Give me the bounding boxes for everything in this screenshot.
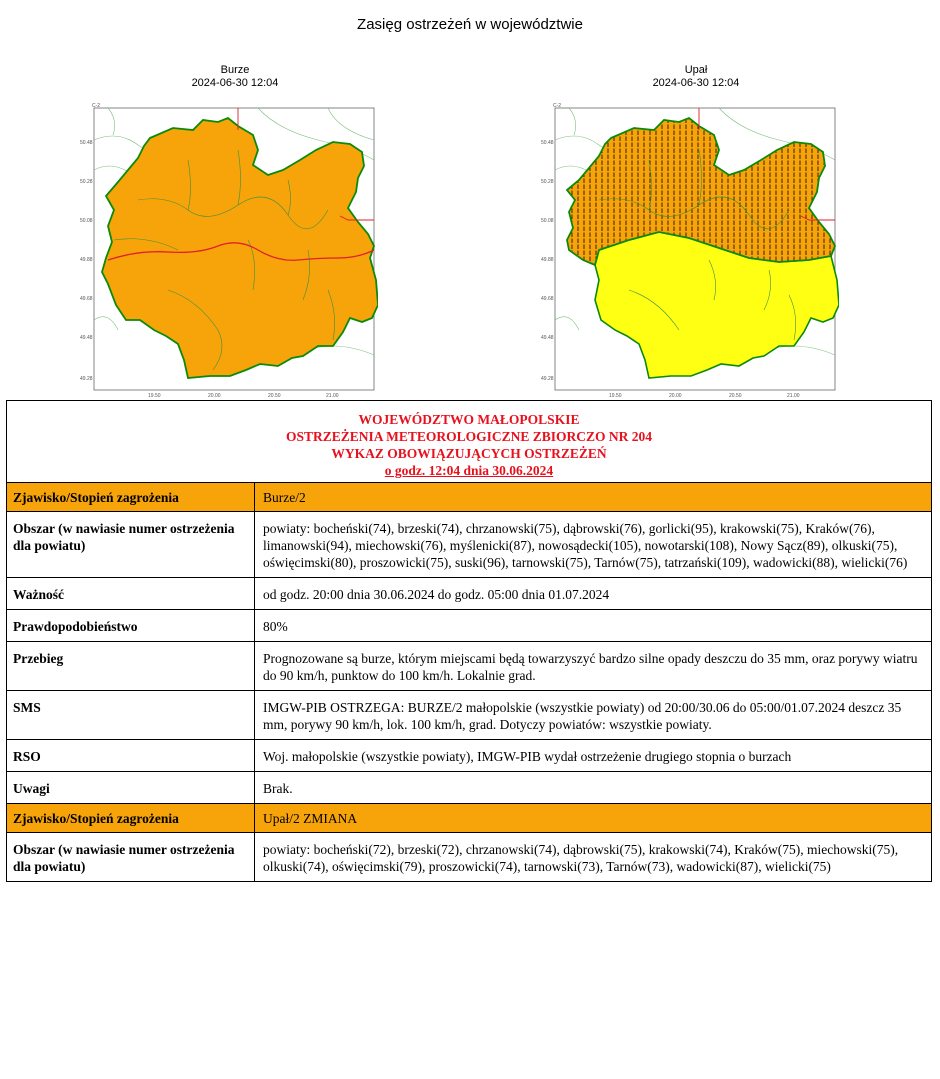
y-tick: 49.88 bbox=[541, 257, 554, 263]
report-header bbox=[7, 401, 932, 483]
y-tick-labels bbox=[80, 140, 93, 382]
y-tick: 49.28 bbox=[541, 376, 554, 382]
map-caption-burze bbox=[90, 64, 380, 90]
y-tick-labels bbox=[541, 140, 554, 382]
row-value: Brak. bbox=[255, 772, 932, 804]
row-value: od godz. 20:00 dnia 30.06.2024 do godz. 05:00 dnia 01.07.2024 bbox=[255, 578, 932, 610]
row-value: Woj. małopolskie (wszystkie powiaty), IMGW-PIB wydał ostrzeżenie drugiego stopnia o burzach bbox=[255, 740, 932, 772]
row-value: Burze/2 bbox=[255, 483, 932, 512]
y-tick: 50.08 bbox=[80, 218, 93, 224]
x-tick: 19.50 bbox=[609, 393, 622, 399]
y-tick: 49.48 bbox=[80, 335, 93, 341]
map-title: Upał bbox=[684, 64, 708, 76]
x-tick: 20.00 bbox=[208, 393, 221, 399]
x-tick: 20.50 bbox=[268, 393, 281, 399]
report-header-row bbox=[7, 401, 932, 483]
row-label: Zjawisko/Stopień zagrożenia bbox=[7, 804, 255, 833]
table-row-area bbox=[7, 512, 932, 578]
x-tick: 20.50 bbox=[729, 393, 742, 399]
y-tick: 50.48 bbox=[541, 140, 554, 146]
table-row-phenomenon bbox=[7, 804, 932, 833]
x-tick-labels bbox=[609, 393, 800, 399]
row-label: Uwagi bbox=[7, 772, 255, 804]
table-row-validity bbox=[7, 578, 932, 610]
row-value: IMGW-PIB OSTRZEGA: BURZE/2 małopolskie (wszystkie powiaty) od 20:00/30.06 do 05:00/01.07.2024 deszcz 35 mm, porywy 90 km/h, lok. 100 km/h, grad. Dotyczy powiatów: wszystkie powiaty. bbox=[255, 691, 932, 740]
row-label: RSO bbox=[7, 740, 255, 772]
row-label: Prawdopodobieństwo bbox=[7, 610, 255, 642]
map-caption-upal bbox=[551, 64, 841, 90]
y-tick: 50.28 bbox=[80, 179, 93, 185]
y-tick: 49.68 bbox=[541, 296, 554, 302]
table-row-rso bbox=[7, 740, 932, 772]
row-value: Prognozowane są burze, którym miejscami będą towarzyszyć bardzo silne opady deszczu do 35 mm, oraz porywy wiatru do 90 km/h, punktow do 100 km/h. Lokalnie grad. bbox=[255, 642, 932, 691]
row-label: Obszar (w nawiasie numer ostrzeżenia dla powiatu) bbox=[7, 833, 255, 882]
page-title: Zasięg ostrzeżeń w województwie bbox=[357, 16, 583, 33]
header-line: WYKAZ OBOWIĄZUJĄCYCH OSTRZEŻEŃ bbox=[331, 446, 607, 461]
x-tick: 19.50 bbox=[148, 393, 161, 399]
map-corner-label: C-2 bbox=[92, 103, 101, 109]
y-tick: 49.68 bbox=[80, 296, 93, 302]
row-label: Obszar (w nawiasie numer ostrzeżenia dla powiatu) bbox=[7, 512, 255, 578]
row-label: SMS bbox=[7, 691, 255, 740]
table-row-course bbox=[7, 642, 932, 691]
x-tick: 21.00 bbox=[326, 393, 339, 399]
header-line: o godz. 12:04 dnia 30.06.2024 bbox=[384, 463, 554, 478]
map-datetime: 2024-06-30 12:04 bbox=[652, 77, 740, 89]
map-datetime: 2024-06-30 12:04 bbox=[191, 77, 279, 89]
row-value: Upał/2 ZMIANA bbox=[255, 804, 932, 833]
table-row-area bbox=[7, 833, 932, 882]
map-title: Burze bbox=[220, 64, 250, 76]
map-burze bbox=[78, 100, 378, 400]
table-row-probability bbox=[7, 610, 932, 642]
x-tick: 20.00 bbox=[669, 393, 682, 399]
row-label: Przebieg bbox=[7, 642, 255, 691]
row-value: powiaty: bocheński(72), brzeski(72), chrzanowski(74), dąbrowski(75), krakowski(74), Kraków(75), miechowski(75), olkuski(74), oświęcimski(79), proszowicki(74), tarnowski(73), Tarnów(73), wadowicki(87), wielicki(75) bbox=[255, 833, 932, 882]
map-upal bbox=[539, 100, 839, 400]
row-value: 80% bbox=[255, 610, 932, 642]
x-tick: 21.00 bbox=[787, 393, 800, 399]
y-tick: 50.28 bbox=[541, 179, 554, 185]
header-line: OSTRZEŻENIA METEOROLOGICZNE ZBIORCZO NR 204 bbox=[285, 429, 653, 444]
warnings-table bbox=[6, 400, 932, 882]
y-tick: 49.88 bbox=[80, 257, 93, 263]
table-row-sms bbox=[7, 691, 932, 740]
row-label: Zjawisko/Stopień zagrożenia bbox=[7, 483, 255, 512]
y-tick: 49.48 bbox=[541, 335, 554, 341]
map-corner-label: C-2 bbox=[553, 103, 562, 109]
y-tick: 50.08 bbox=[541, 218, 554, 224]
table-row-phenomenon bbox=[7, 483, 932, 512]
header-line: WOJEWÓDZTWO MAŁOPOLSKIE bbox=[358, 412, 580, 427]
row-value: powiaty: bocheński(74), brzeski(74), chrzanowski(75), dąbrowski(76), gorlicki(95), krakowski(75), Kraków(76), limanowski(94), miechowski(76), myślenicki(87), nowosądecki(105), nowotarski(108), Nowy Sącz(89), olkuski(75), oświęcimski(80), proszowicki(75), suski(96), tarnowski(75), Tarnów(75), tatrzański(109), wadowicki(88), wielicki(76) bbox=[255, 512, 932, 578]
row-label: Ważność bbox=[7, 578, 255, 610]
y-tick: 49.28 bbox=[80, 376, 93, 382]
y-tick: 50.48 bbox=[80, 140, 93, 146]
table-row-notes bbox=[7, 772, 932, 804]
x-tick-labels bbox=[148, 393, 339, 399]
